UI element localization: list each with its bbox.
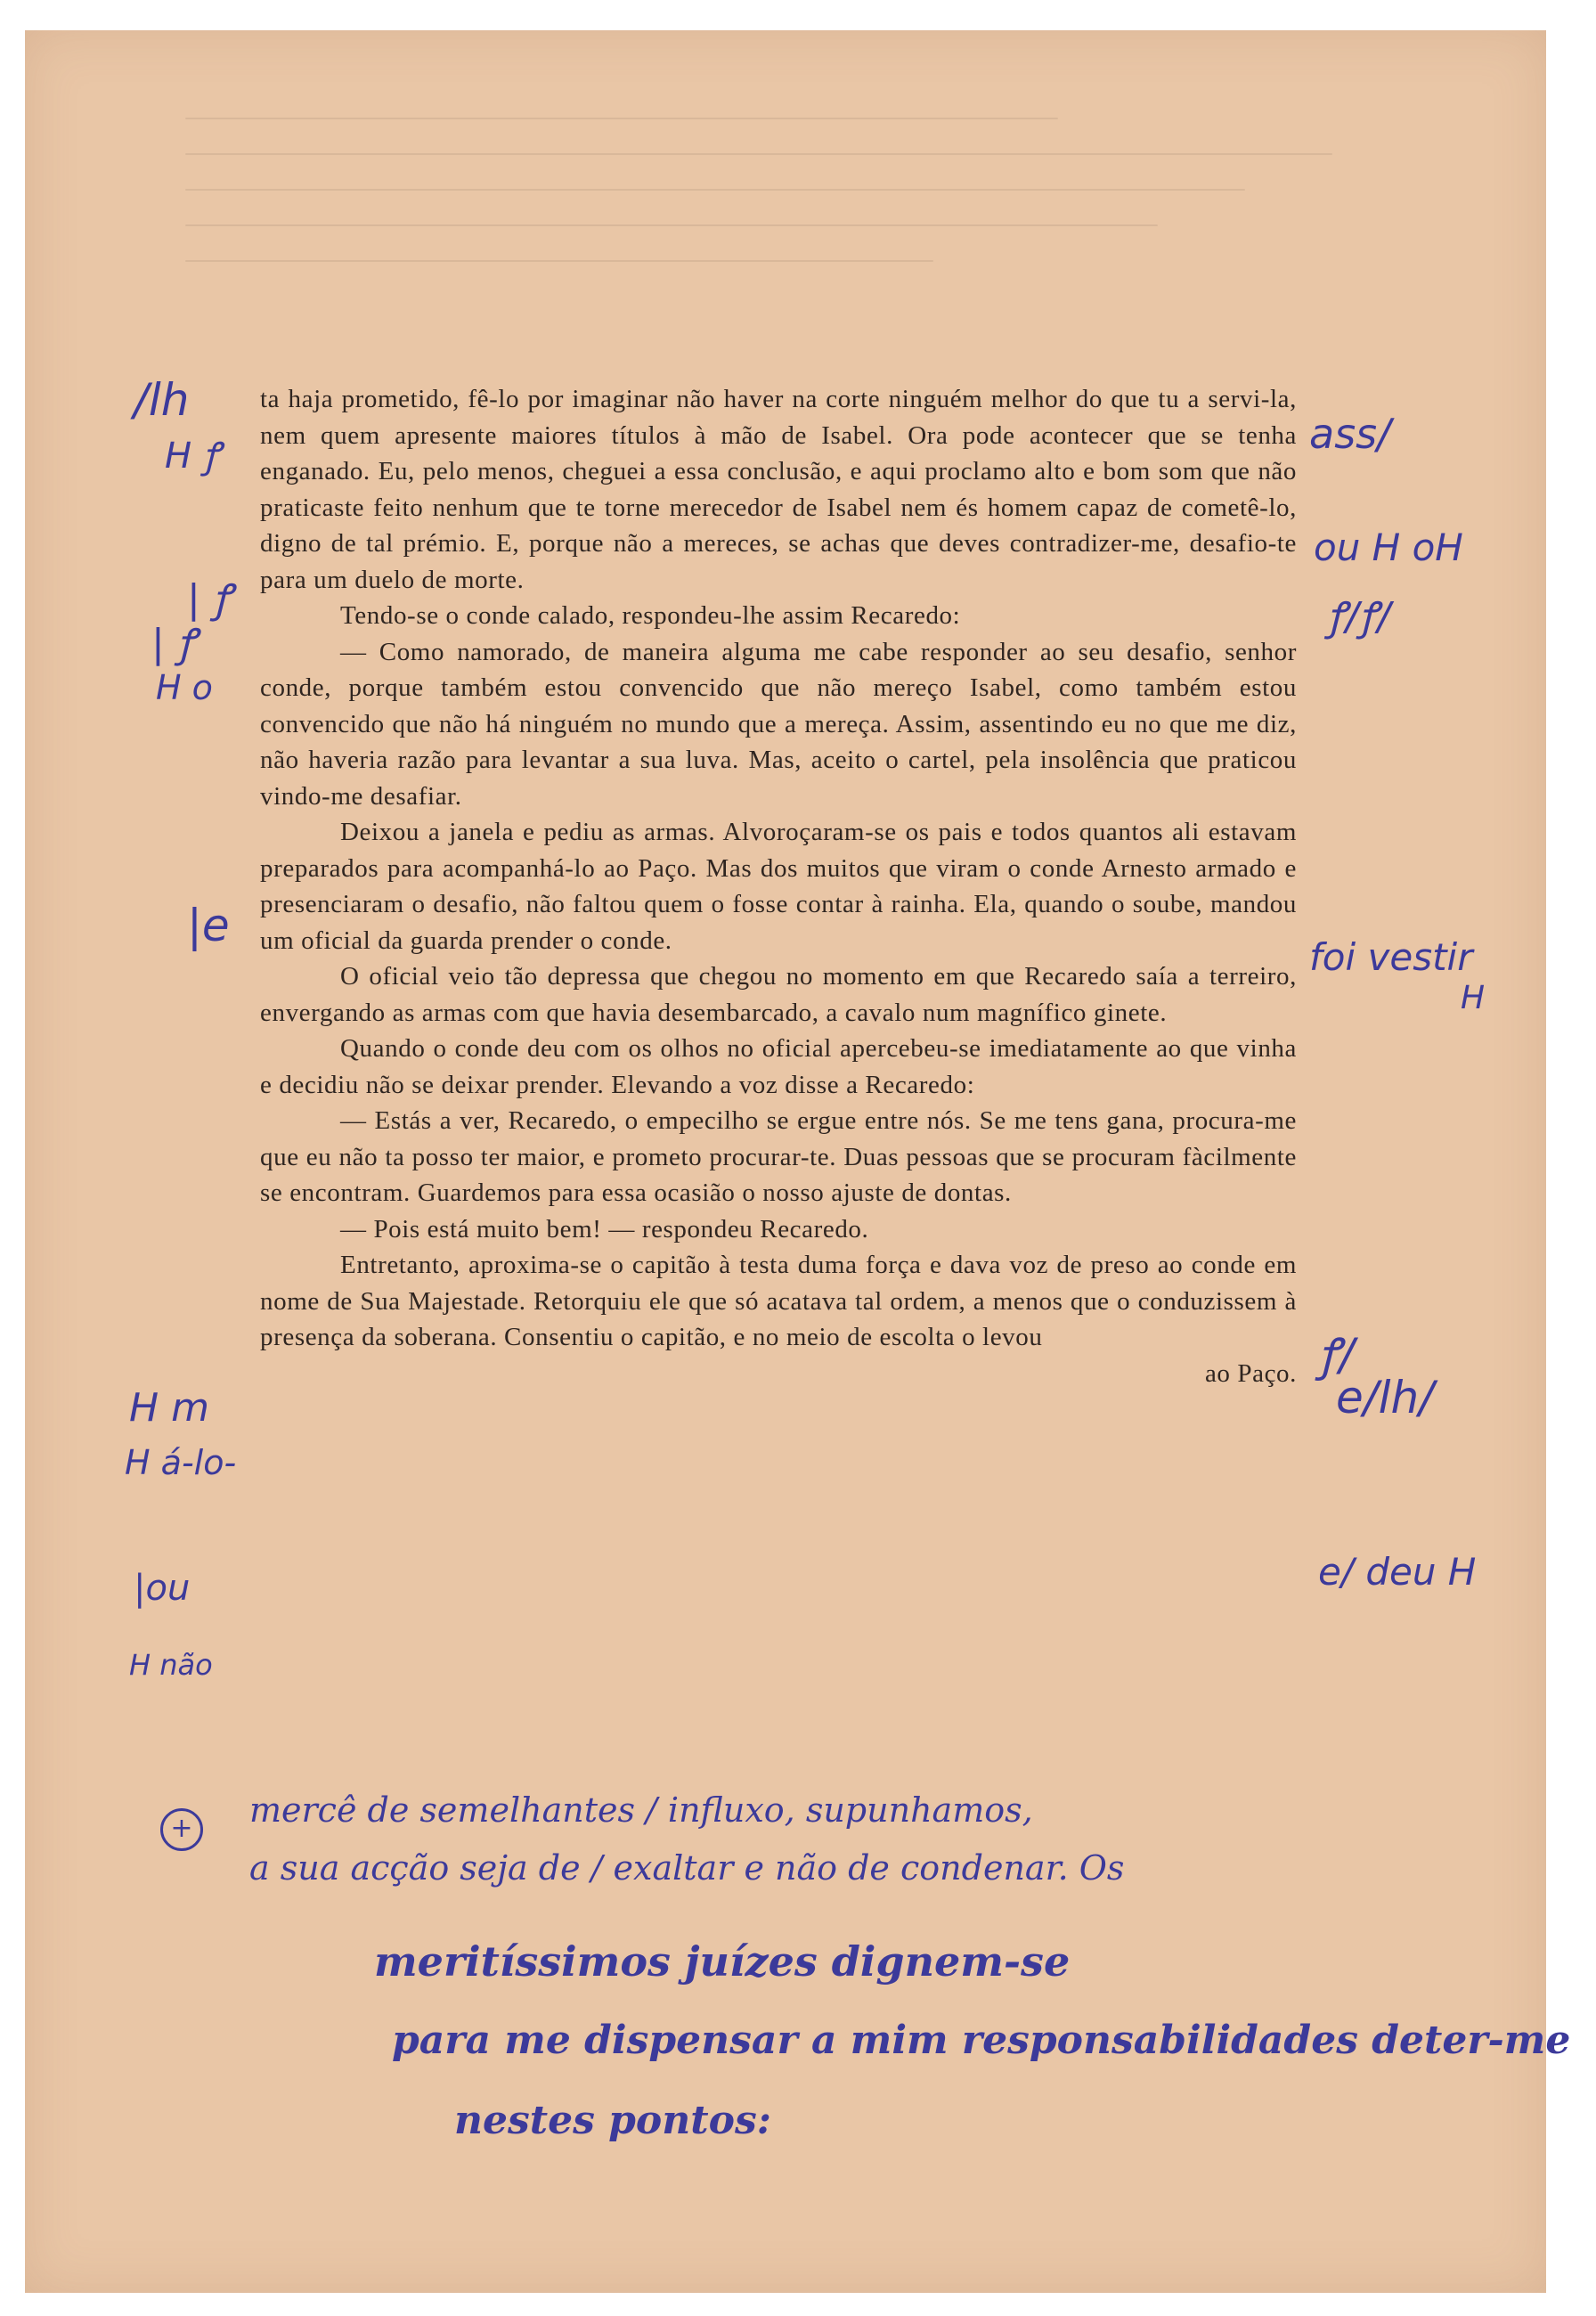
paragraph: — Como namorado, de maneira alguma me cabe responder ao seu desafio, senhor conde, porque também estou convencido que não mereço Isabel, como também estou convencido que não há ninguém no mundo que a mereça. Assim, assentindo eu no que me diz, não haveria razão para levantar a sua luva. Mas, aceito o cartel, pela insolência que praticou vindo-me desafiar. xyxy=(260,637,1297,811)
handwritten-insertion xyxy=(232,1782,1571,2245)
margin-note-left: | ꝭ xyxy=(151,621,196,666)
bleed-through-text xyxy=(185,84,1432,333)
margin-note-left: |e xyxy=(187,900,230,951)
margin-note-right: ꝭ/ xyxy=(1318,1329,1355,1381)
paragraph: — Estás a ver, Recaredo, o empecilho se ergue entre nós. Se me tens gana, procura-me que eu não ta posso ter maior, e prometo procurar-te. Duas pessoas que se procuram fàcilmente se encontram. Guardemos para essa ocasião o nosso ajuste de dontas. xyxy=(260,1106,1297,1207)
paragraph: Quando o conde deu com os olhos no oficial apercebeu-se imediatamente ao que vinha e decidiu não se deixar prender. Elevando a voz disse a Recaredo: xyxy=(260,1034,1297,1099)
paragraph: O oficial veio tão depressa que chegou no momento em que Recaredo saía a terreiro, envergando as armas com que havia desembarcado, a cavalo num magnífico ginete. xyxy=(260,962,1297,1027)
handwritten-line: nestes pontos: xyxy=(454,2098,771,2143)
typed-text-block xyxy=(260,381,1297,1391)
margin-note-left: |ou xyxy=(134,1568,191,1609)
margin-note-left: H ꝭ xyxy=(165,436,220,477)
handwritten-line: a sua acção seja de / exaltar e não de condenar. Os xyxy=(249,1848,1125,1888)
handwritten-line: mercê de semelhantes / influxo, supunhamos, xyxy=(249,1790,1033,1830)
margin-note-right: ꝭ/ꝭ/ xyxy=(1327,594,1391,640)
paragraph: — Pois está muito bem! — respondeu Recaredo. xyxy=(340,1214,869,1244)
margin-note-right: ou H oH xyxy=(1314,526,1463,569)
margin-note-left: H á-lo- xyxy=(125,1443,237,1482)
margin-note-left: H m xyxy=(129,1385,209,1431)
margin-note-right: foi vestir xyxy=(1309,935,1473,979)
margin-note-right: e/lh/ xyxy=(1336,1372,1435,1423)
paragraph: Deixou a janela e pediu as armas. Alvoroçaram-se os pais e todos quantos ali estavam preparados para acompanhá-lo ao Paço. Mas dos muitos que viram o conde Arnesto armado e presenciaram o desafio, não faltou quem o fosse contar à rainha. Ela, quando o soube, mandou um oficial da guarda prender o conde. xyxy=(260,818,1297,955)
insertion-mark-icon: + xyxy=(160,1808,203,1851)
paragraph: Tendo-se o conde calado, respondeu-lhe assim Recaredo: xyxy=(340,601,961,630)
margin-note-left: /lh xyxy=(134,374,190,426)
margin-note-left: H não xyxy=(129,1648,213,1682)
margin-note-right: ass/ xyxy=(1309,410,1391,458)
handwritten-line: meritíssimos juízes dignem-se xyxy=(374,1937,1071,1986)
handwritten-line: para me dispensar a mim responsabilidades deter-me xyxy=(392,2018,1571,2063)
margin-note-left: H o xyxy=(156,668,213,707)
paragraph: ao Paço. xyxy=(1204,1358,1297,1388)
margin-note-left: | ꝭ xyxy=(187,576,232,622)
margin-note-right: H xyxy=(1461,980,1486,1016)
margin-note-right: e/ deu H xyxy=(1318,1550,1477,1594)
paragraph: ta haja prometido, fê-lo por imaginar não haver na corte ninguém melhor do que tu a servi-la, nem quem apresente maiores títulos à mão de Isabel. Ora pode acontecer que se tenha enganado. Eu, pelo menos, cheguei a essa conclusão, e aqui proclamo alto e bom som que não praticaste feito nenhum que te torne merecedor de Isabel nem és homem capaz de cometê-lo, digno de tal prémio. E, porque não a mereces, se achas que deves contradizer-me, desafio-te para um duelo de morte. xyxy=(260,385,1297,594)
paragraph: Entretanto, aproxima-se o capitão à testa duma força e dava voz de preso ao conde em nome de Sua Majestade. Retorquiu ele que só acatava tal ordem, a menos que o conduzissem à presença da soberana. Consentiu o capitão, e no meio de escolta o levou xyxy=(260,1251,1297,1351)
